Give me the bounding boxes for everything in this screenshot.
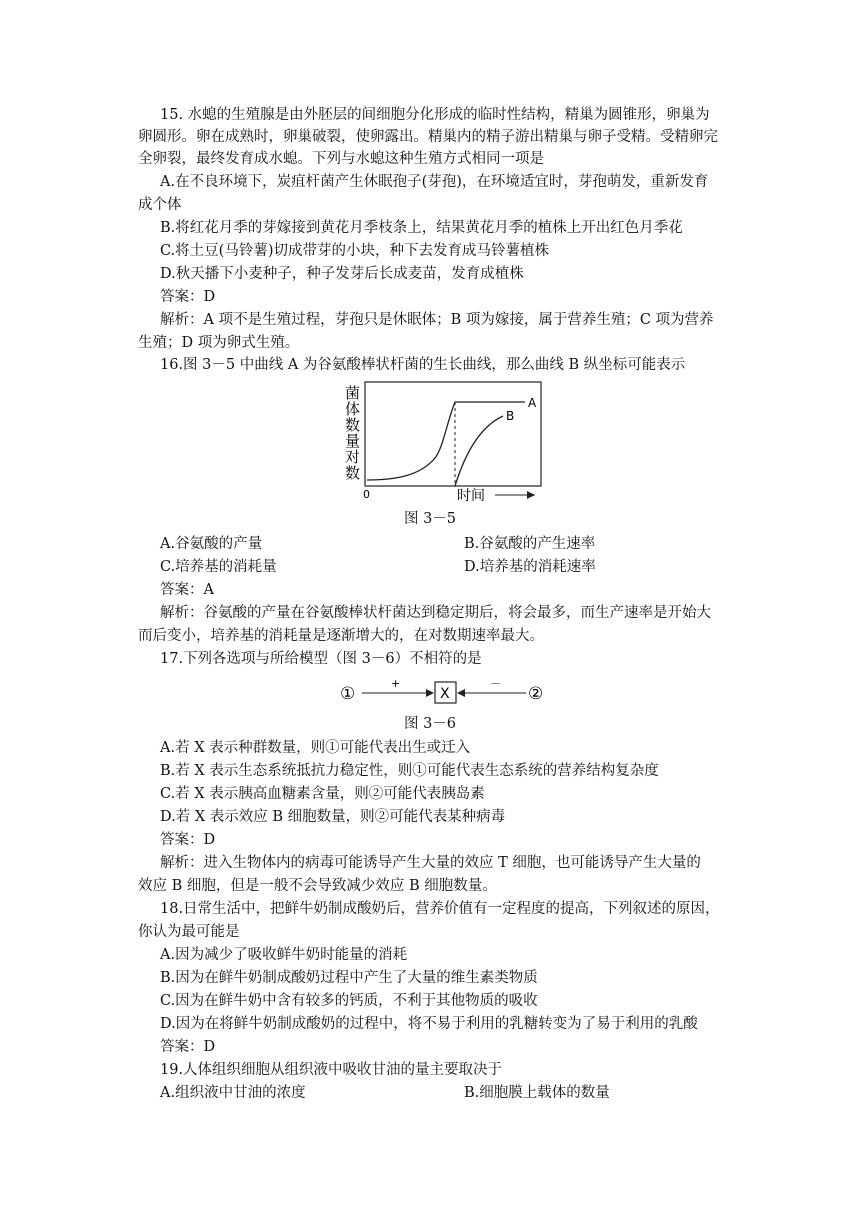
q15-analysis-line-1: 解析：A 项不是生殖过程，芽孢只是休眠体；B 项为嫁接，属于营养生殖；C 项为营养 (160, 312, 714, 328)
q17-option-c: C.若 X 表示胰高血糖素含量，则②可能代表胰岛素 (160, 786, 485, 802)
minus-sign: － (490, 677, 501, 690)
figure-3-6-model (338, 676, 550, 710)
y-axis-label-char: 数 (345, 464, 361, 482)
q15-option-a-line-1: A.在不良环境下，炭疽杆菌产生休眠孢子(芽孢)，在环境适宜时，芽孢萌发，重新发育 (160, 174, 709, 190)
q19-stem: 19.人体组织细胞从组织液中吸收甘油的量主要取决于 (160, 1062, 503, 1078)
q15-option-d: D.秋天播下小麦种子，种子发芽后长成麦苗，发育成植株 (160, 266, 524, 282)
curve-a (367, 402, 525, 480)
q17-analysis-line-2: 效应 B 细胞，但是一般不会导致减少效应 B 细胞数量。 (138, 878, 497, 894)
q17-stem: 17.下列各选项与所给模型（图 3－6）不相符的是 (160, 651, 482, 667)
q18-answer: 答案：D (160, 1039, 216, 1055)
q15-option-a-line-2: 成个体 (138, 197, 182, 213)
q17-answer: 答案：D (160, 832, 216, 848)
q15-analysis-line-2: 生殖；D 项为卵式生殖。 (138, 335, 300, 351)
q16-answer: 答案：A (160, 582, 214, 598)
q17-option-d: D.若 X 表示效应 B 细胞数量，则②可能代表某种病毒 (160, 809, 506, 825)
x-axis-label: 时间 (457, 488, 485, 504)
q18-option-b: B.因为在鲜牛奶制成酸奶过程中产生了大量的维生素类物质 (160, 970, 538, 986)
negative-arrowhead (457, 689, 465, 697)
q15-option-c: C.将土豆(马铃薯)切成带芽的小块，种下去发育成马铃薯植株 (160, 243, 549, 259)
x-label: X (440, 686, 450, 702)
q19-option-b: B.细胞膜上载体的数量 (464, 1085, 610, 1101)
plus-sign: + (391, 677, 401, 690)
q16-option-b: B.谷氨酸的产生速率 (464, 536, 596, 552)
q17-analysis-line-1: 解析：进入生物体内的病毒可能诱导产生大量的效应 T 细胞，也可能诱导产生大量的 (160, 855, 701, 871)
q15-option-b: B.将红花月季的芽嫁接到黄花月季枝条上，结果黄花月季的植株上开出红色月季花 (160, 220, 683, 236)
q18-stem-line-2: 你认为最可能是 (138, 924, 240, 940)
q16-option-a: A.谷氨酸的产量 (160, 536, 263, 552)
positive-arrowhead (426, 689, 434, 697)
y-axis-label-char: 对 (345, 448, 361, 466)
q18-option-a: A.因为减少了吸收鲜牛奶时能量的消耗 (160, 947, 408, 963)
q15-answer: 答案：D (160, 289, 216, 305)
q16-option-c: C.培养基的消耗量 (160, 559, 277, 575)
curve-b-label: B (506, 409, 515, 423)
q15-stem-line-2: 卵圆形。卵在成熟时，卵巢破裂，使卵露出。精巢内的精子游出精巢与卵子受精。受精卵完 (138, 129, 718, 145)
y-axis-label-char: 菌 (345, 384, 361, 402)
q16-analysis-line-2: 而后变小，培养基的消耗量是逐渐增大的，在对数期速率最大。 (138, 628, 544, 644)
origin-label: 0 (363, 488, 370, 501)
y-axis-label-char: 量 (345, 432, 361, 450)
y-axis-label-char: 体 (345, 400, 361, 418)
q19-option-a: A.组织液中甘油的浓度 (160, 1085, 306, 1101)
q16-stem: 16.图 3－5 中曲线 A 为谷氨酸棒状杆菌的生长曲线，那么曲线 B 纵坐标可能表示 (160, 357, 686, 373)
q15-stem-line-1: 15. 水螅的生殖腺是由外胚层的间细胞分化形成的临时性结构，精巢为圆锥形，卵巢为 (160, 107, 710, 123)
q16-analysis-line-1: 解析：谷氨酸的产量在谷氨酸棒状杆菌达到稳定期后，将会最多，而生产速率是开始大 (160, 605, 711, 621)
factor-1-label: ① (340, 684, 356, 704)
figure-3-6-caption: 图 3－6 (403, 716, 457, 732)
figure-3-5-caption: 图 3－5 (403, 511, 457, 527)
q18-stem-line-1: 18.日常生活中，把鲜牛奶制成酸奶后，营养价值有一定程度的提高，下列叙述的原因， (160, 901, 720, 917)
figure-3-5-growth-curve (335, 380, 550, 505)
q16-option-d: D.培养基的消耗速率 (464, 559, 596, 575)
q17-option-a: A.若 X 表示种群数量，则①可能代表出生或迁入 (160, 740, 471, 756)
q18-option-c: C.因为在鲜牛奶中含有较多的钙质，不利于其他物质的吸收 (160, 993, 538, 1009)
y-axis-label-char: 数 (345, 416, 361, 434)
q18-option-d: D.因为在将鲜牛奶制成酸奶的过程中，将不易于利用的乳糖转变为了易于利用的乳酸 (160, 1016, 698, 1032)
q15-stem-line-3: 全卵裂，最终发育成水螅。下列与水螅这种生殖方式相同一项是 (138, 151, 544, 167)
curve-a-label: A (528, 396, 537, 410)
factor-2-label: ② (528, 684, 544, 704)
q17-option-b: B.若 X 表示生态系统抵抗力稳定性，则①可能代表生态系统的营养结构复杂度 (160, 763, 659, 779)
plot-frame (365, 382, 541, 486)
x-axis-arrowhead (527, 491, 535, 499)
curve-b (455, 416, 503, 486)
